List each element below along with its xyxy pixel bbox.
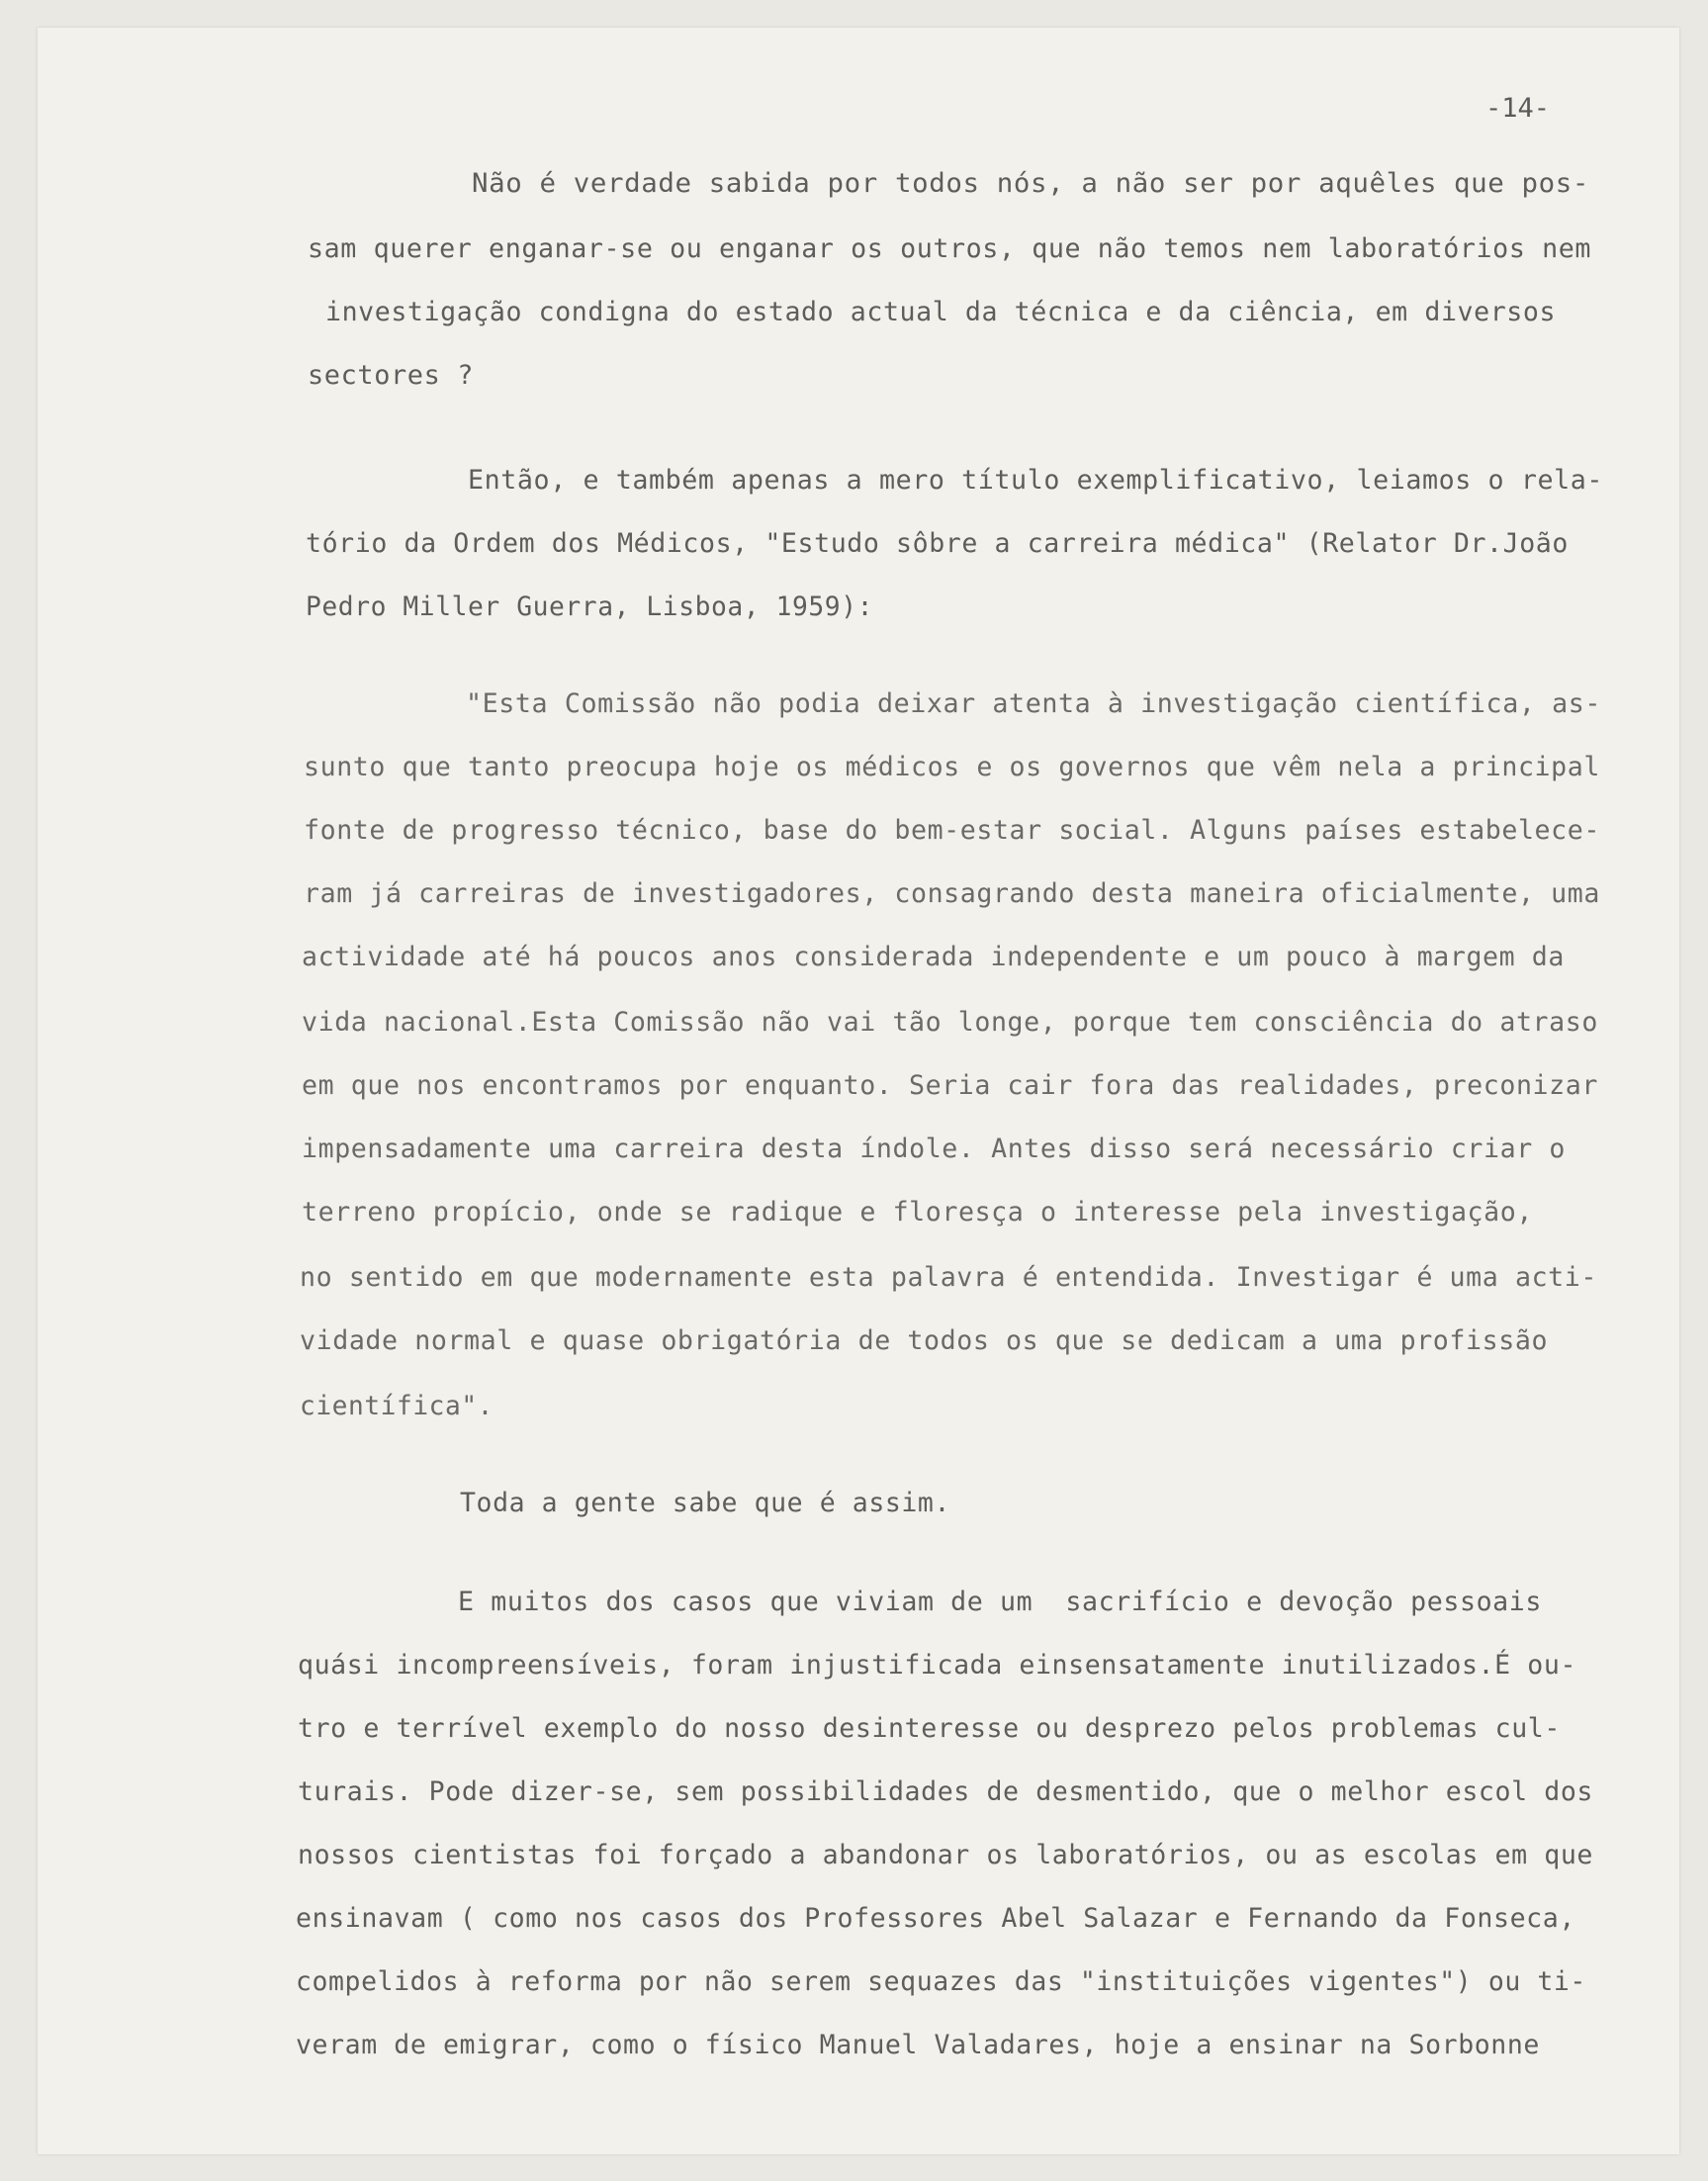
text-line: vida nacional.Esta Comissão não vai tão longe, porque tem consciência do atraso: [302, 1007, 1598, 1038]
text-line: tro e terrível exemplo do nosso desinteresse ou desprezo pelos problemas cul-: [298, 1713, 1561, 1744]
text-line: fonte de progresso técnico, base do bem-estar social. Alguns países estabelece-: [304, 815, 1600, 846]
text-line: "Esta Comissão não podia deixar atenta à investigação científica, as-: [466, 688, 1602, 719]
text-line: impensadamente uma carreira desta índole. Antes disso será necessário criar o: [302, 1134, 1567, 1164]
text-line: turais. Pode dizer-se, sem possibilidades de desmentido, que o melhor escol dos: [298, 1776, 1594, 1807]
text-line: ensinavam ( como nos casos dos Professores Abel Salazar e Fernando da Fonseca,: [296, 1903, 1575, 1934]
text-line: nossos cientistas foi forçado a abandonar os laboratórios, ou as escolas em que: [298, 1840, 1594, 1870]
text-line: investigação condigna do estado actual da técnica e da ciência, em diversos: [325, 297, 1557, 327]
text-line: no sentido em que modernamente esta palavra é entendida. Investigar é uma acti-: [300, 1262, 1598, 1293]
text-line: E muitos dos casos que viviam de um sacrifício e devoção pessoais: [458, 1587, 1543, 1617]
text-line: terreno propício, onde se radique e floresça o interesse pela investigação,: [302, 1197, 1533, 1227]
text-line: actividade até há poucos anos considerada independente e um pouco à margem da: [302, 942, 1565, 972]
text-line: em que nos encontramos por enquanto. Seria cair fora das realidades, preconizar: [302, 1070, 1598, 1101]
text-line: Pedro Miller Guerra, Lisboa, 1959):: [306, 591, 874, 622]
text-line: sectores ?: [308, 360, 475, 391]
text-line: sunto que tanto preocupa hoje os médicos e os governos que vêm nela a principal: [304, 752, 1600, 782]
text-line: Não é verdade sabida por todos nós, a não ser por aquêles que pos-: [472, 168, 1590, 199]
text-line: Toda a gente sabe que é assim.: [460, 1488, 951, 1518]
text-line: vidade normal e quase obrigatória de todos os que se dedicam a uma profissão: [300, 1325, 1549, 1356]
text-line: tório da Ordem dos Médicos, "Estudo sôbre a carreira médica" (Relator Dr.João: [306, 528, 1569, 559]
text-line: quási incompreensíveis, foram injustificada einsensatamente inutilizados.É ou-: [298, 1650, 1577, 1681]
text-line: sam querer enganar-se ou enganar os outros, que não temos nem laboratórios nem: [308, 233, 1592, 264]
page-number: -14-: [1485, 93, 1551, 124]
text-line: compelidos à reforma por não serem sequazes das "instituições vigentes") ou ti-: [296, 1966, 1586, 1997]
text-line: veram de emigrar, como o físico Manuel Valadares, hoje a ensinar na Sorbonne: [296, 2030, 1540, 2060]
text-line: científica".: [300, 1391, 494, 1421]
text-line: ram já carreiras de investigadores, consagrando desta maneira oficialmente, uma: [304, 878, 1600, 909]
text-line: Então, e também apenas a mero título exemplificativo, leiamos o rela-: [468, 465, 1604, 496]
